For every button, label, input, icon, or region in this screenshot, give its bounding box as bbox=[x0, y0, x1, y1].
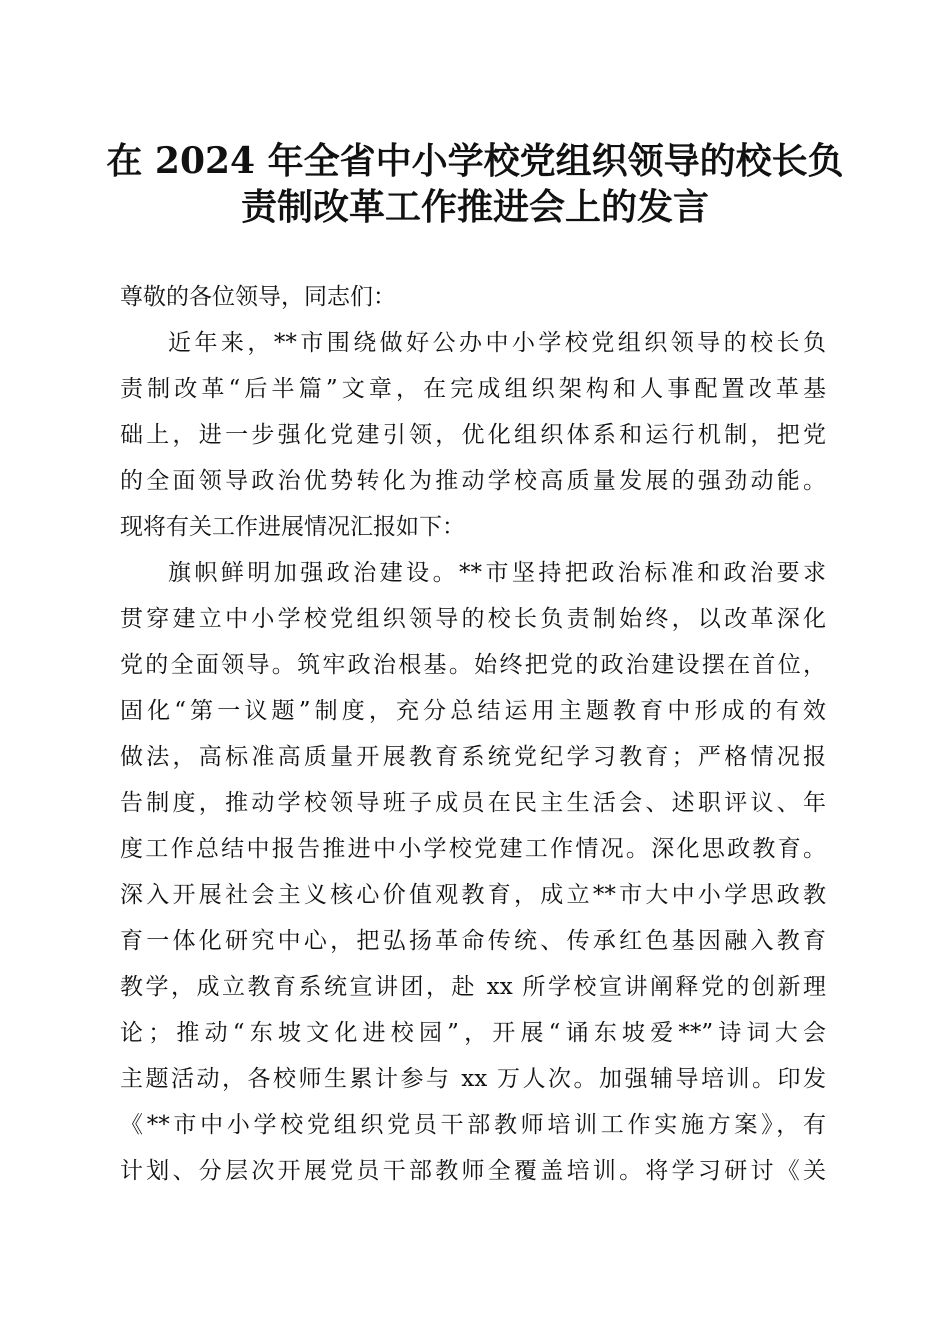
body-line: 做法，高标准高质量开展教育系统党纪学习教育；严格情况报 bbox=[120, 744, 826, 770]
body-line: 计划、分层次开展党员干部教师全覆盖培训。将学习研讨《关 bbox=[120, 1158, 826, 1184]
body-line: 贯穿建立中小学校党组织领导的校长负责制始终，以改革深化 bbox=[120, 606, 826, 632]
body-line: 旗帜鲜明加强政治建设。**市坚持把政治标准和政治要求 bbox=[168, 560, 826, 586]
body-line: 党的全面领导。筑牢政治根基。始终把党的政治建设摆在首位， bbox=[120, 652, 826, 678]
body-line: 础上，进一步强化党建引领，优化组织体系和运行机制，把党 bbox=[120, 422, 826, 448]
body-line: 度工作总结中报告推进中小学校党建工作情况。深化思政教育。 bbox=[120, 836, 826, 862]
body-line: 论；推动“东坡文化进校园”，开展“诵东坡爱**”诗词大会 bbox=[120, 1020, 826, 1046]
body-line: 现将有关工作进展情况汇报如下： bbox=[120, 514, 465, 540]
body-line: 告制度，推动学校领导班子成员在民主生活会、述职评议、年 bbox=[120, 790, 826, 816]
body-line: 教学，成立教育系统宣讲团，赴 xx 所学校宣讲阐释党的创新理 bbox=[120, 974, 826, 1000]
body-line: 深入开展社会主义核心价值观教育，成立**市大中小学思政教 bbox=[120, 882, 826, 908]
body-line: 固化“第一议题”制度，充分总结运用主题教育中形成的有效 bbox=[120, 698, 826, 724]
body-line: 主题活动，各校师生累计参与 xx 万人次。加强辅导培训。印发 bbox=[120, 1066, 826, 1092]
body-line: 近年来，**市围绕做好公办中小学校党组织领导的校长负 bbox=[168, 330, 826, 356]
body-line: 《**市中小学校党组织党员干部教师培训工作实施方案》，有 bbox=[120, 1112, 826, 1138]
body-line: 的全面领导政治优势转化为推动学校高质量发展的强劲动能。 bbox=[120, 468, 826, 494]
body-line: 责制改革“后半篇”文章，在完成组织架构和人事配置改革基 bbox=[120, 376, 826, 402]
title-line-1: 在 2024 年全省中小学校党组织领导的校长负 bbox=[106, 140, 844, 182]
title-line-2: 责制改革工作推进会上的发言 bbox=[240, 186, 709, 228]
body-line: 育一体化研究中心，把弘扬革命传统、传承红色基因融入教育 bbox=[120, 928, 826, 954]
salutation: 尊敬的各位领导，同志们： bbox=[120, 284, 396, 310]
